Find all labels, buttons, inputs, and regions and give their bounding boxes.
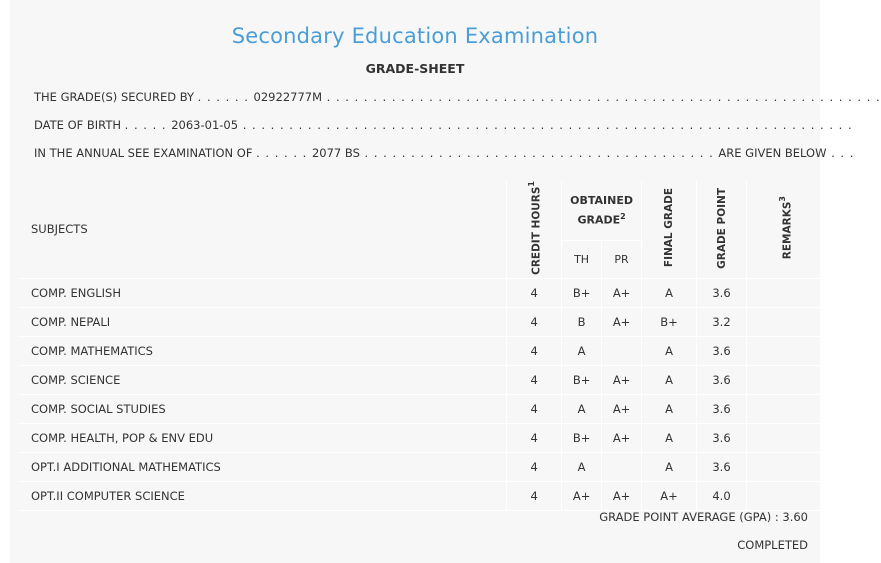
credit-cell: 4 (507, 365, 562, 394)
secured-by-label: THE GRADE(S) SECURED BY (34, 90, 195, 104)
pr-header: PR (602, 241, 642, 279)
credit-cell: 4 (507, 278, 562, 307)
credit-cell: 4 (507, 452, 562, 481)
remarks-cell (746, 365, 823, 394)
symbol-number: 02922777M (253, 90, 323, 104)
grades-table (18, 181, 824, 511)
table-row (18, 365, 824, 394)
subjects-header: SUBJECTS (18, 181, 507, 278)
table-row (18, 336, 824, 365)
remarks-cell (746, 278, 823, 307)
subject-cell: OPT.II COMPUTER SCIENCE (18, 481, 507, 510)
grade-point-cell: 3.6 (697, 365, 747, 394)
subject-cell: COMP. SCIENCE (18, 365, 507, 394)
th-grade-cell: A (562, 394, 602, 423)
pr-grade-cell: A+ (602, 307, 642, 336)
grade-point-cell: 3.6 (697, 336, 747, 365)
exam-title: Secondary Education Examination (231, 24, 599, 48)
final-grade-cell: A (642, 365, 697, 394)
table-row (18, 307, 824, 336)
credit-cell: 4 (507, 423, 562, 452)
table-row (18, 278, 824, 307)
final-grade-cell: A (642, 336, 697, 365)
credit-cell: 4 (507, 481, 562, 510)
grade-point-cell: 3.6 (697, 394, 747, 423)
pr-grade-cell: A+ (602, 394, 642, 423)
exam-line: IN THE ANNUAL SEE EXAMINATION OF . . . . . . 2077 BS . . . . . . . . . . . . . . . . . . . . . . . . . . . . . . . . . . . . . . ARE GIVEN BELOW . . . (34, 146, 855, 160)
final-grade-cell: A (642, 394, 697, 423)
sheet-subtitle: GRADE-SHEET (365, 61, 465, 76)
subject-cell: OPT.I ADDITIONAL MATHEMATICS (18, 452, 507, 481)
pr-grade-cell: A+ (602, 365, 642, 394)
remarks-cell (746, 452, 823, 481)
pr-grade-cell (602, 336, 642, 365)
th-grade-cell: B+ (562, 278, 602, 307)
exam-year: 2077 BS (311, 146, 360, 160)
result-status: COMPLETED (737, 538, 808, 552)
remarks-cell (746, 394, 823, 423)
table-row (18, 394, 824, 423)
final-grade-cell: A (642, 452, 697, 481)
dob-label: DATE OF BIRTH (34, 118, 122, 132)
grade-point-cell: 3.6 (697, 423, 747, 452)
th-grade-cell: B (562, 307, 602, 336)
th-grade-cell: A+ (562, 481, 602, 510)
subject-cell: COMP. SOCIAL STUDIES (18, 394, 507, 423)
remarks-cell (746, 336, 823, 365)
final-grade-cell: A (642, 278, 697, 307)
dob-value: 2063-01-05 (171, 118, 239, 132)
exam-suffix: ARE GIVEN BELOW (718, 146, 827, 160)
obtained-grade-header: OBTAINED GRADE$^2$ (562, 181, 642, 241)
final-grade-header: FINAL GRADE (642, 181, 697, 278)
grade-sheet (10, 0, 881, 563)
subject-cell: COMP. HEALTH, POP & ENV EDU (18, 423, 507, 452)
remarks-header: REMARKS$^3$ (746, 181, 823, 278)
final-grade-cell: A (642, 423, 697, 452)
remarks-cell (746, 481, 823, 510)
th-grade-cell: B+ (562, 365, 602, 394)
grade-point-cell: 4.0 (697, 481, 747, 510)
grade-point-header: GRADE POINT (697, 181, 747, 278)
subject-cell: COMP. NEPALI (18, 307, 507, 336)
dob-line: DATE OF BIRTH . . . . . 2063-01-05 . . . . . . . . . . . . . . . . . . . . . . . . . . . . . . . . . . . . . . . . . . . . . . . . . . . . . . . . . . . . . . . . . . (34, 118, 853, 132)
grade-point-cell: 3.2 (697, 307, 747, 336)
subject-cell: COMP. ENGLISH (18, 278, 507, 307)
subject-cell: COMP. MATHEMATICS (18, 336, 507, 365)
table-row (18, 423, 824, 452)
final-grade-cell: B+ (642, 307, 697, 336)
table-header-row (18, 181, 824, 241)
gpa-summary: GRADE POINT AVERAGE (GPA) : 3.60 (599, 510, 808, 524)
grade-point-cell: 3.6 (697, 278, 747, 307)
pr-grade-cell: A+ (602, 278, 642, 307)
th-grade-cell: A (562, 452, 602, 481)
credit-cell: 4 (507, 307, 562, 336)
credit-cell: 4 (507, 336, 562, 365)
secured-by-line: THE GRADE(S) SECURED BY . . . . . . 02922777M . . . . . . . . . . . . . . . . . . . . . . . . . . . . . . . . . . . . . . . . . . . . . . . . . . . . . . . . . . . . (34, 90, 881, 104)
table-row (18, 452, 824, 481)
th-header: TH (562, 241, 602, 279)
pr-grade-cell (602, 452, 642, 481)
th-grade-cell: B+ (562, 423, 602, 452)
pr-grade-cell: A+ (602, 481, 642, 510)
pr-grade-cell: A+ (602, 423, 642, 452)
remarks-cell (746, 423, 823, 452)
remarks-cell (746, 307, 823, 336)
credit-cell: 4 (507, 394, 562, 423)
final-grade-cell: A+ (642, 481, 697, 510)
table-row (18, 481, 824, 510)
grade-point-cell: 3.6 (697, 452, 747, 481)
exam-label: IN THE ANNUAL SEE EXAMINATION OF (34, 146, 253, 160)
credit-hours-header: CREDIT HOURS$^1$ (507, 181, 562, 278)
th-grade-cell: A (562, 336, 602, 365)
